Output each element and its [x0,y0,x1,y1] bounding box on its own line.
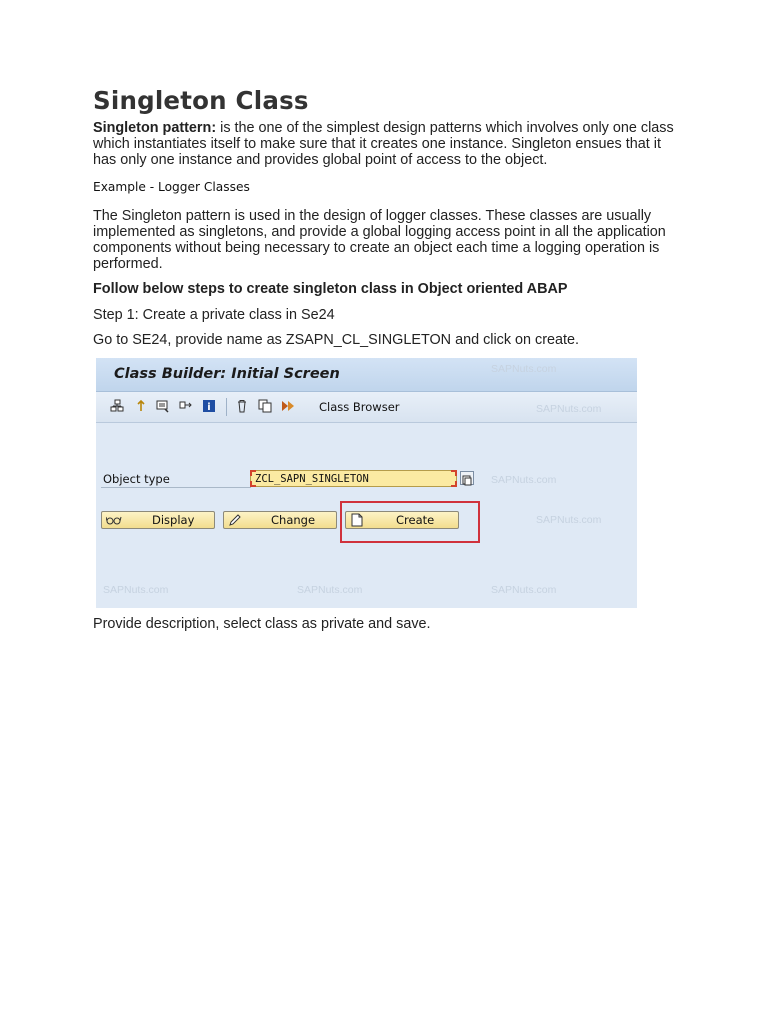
steps-heading: Follow below steps to create singleton class in Object oriented ABAP [93,281,568,298]
required-marker [451,481,457,487]
object-type-input[interactable] [250,470,457,487]
intro-paragraph [93,120,678,169]
watermark: SAPNuts.com [103,584,169,596]
change-button[interactable] [223,511,337,529]
where-used-icon[interactable] [179,399,193,413]
object-list-icon[interactable] [156,399,170,413]
svg-text:i: i [207,402,211,413]
required-marker [250,470,256,476]
label-underline [101,487,251,488]
pencil-icon [228,513,242,527]
sap-screen-title: Class Builder: Initial Screen [114,366,340,382]
watermark: SAPNuts.com [536,514,602,526]
sap-screenshot [96,358,637,608]
page-title: Singleton Class [93,86,309,115]
required-marker [451,470,457,476]
delete-icon[interactable] [235,399,249,413]
display-label: Display [152,513,195,527]
create-label: Create [396,513,435,527]
example-heading: Example - Logger Classes [93,179,250,194]
glasses-icon [106,513,122,527]
info-icon[interactable] [134,399,148,413]
goto-instruction: Go to SE24, provide name as ZSAPN_CL_SINGLETON and click on create. [93,331,580,348]
toolbar-separator [226,398,227,416]
watermark: SAPNuts.com [297,584,363,596]
article [93,86,678,348]
hierarchy-icon[interactable] [110,399,124,413]
watermark: SAPNuts.com [491,474,557,486]
value-help-icon [461,475,473,487]
required-marker [250,481,256,487]
watermark: SAPNuts.com [536,403,602,415]
logger-paragraph: The Singleton pattern is used in the design of logger classes. These classes are usually implemented as singletons, and provide a global logging access point in all the application components without being necessary to create an object each time a logging operation is performed. [93,207,666,273]
test-icon[interactable] [281,399,295,413]
watermark: SAPNuts.com [491,584,557,596]
change-label: Change [271,513,316,527]
display-button[interactable] [101,511,215,529]
step-1-text: Step 1: Create a private class in Se24 [93,306,335,323]
object-type-value: ZCL_SAPN_SINGLETON [255,473,369,485]
after-image-text: Provide description, select class as private and save. [93,616,431,632]
create-highlight-box [340,501,480,543]
watermark: SAPNuts.com [491,363,557,375]
intro-text: is the one of the simplest design patterns which involves only one class which instantiates itself to make sure that it creates one instance. Singleton ensues that it has only one instance and provides global point of access to the object. [93,120,674,169]
object-type-label: Object type [103,472,170,486]
class-browser-button[interactable]: Class Browser [319,400,400,414]
intro-term: Singleton pattern: [93,120,217,136]
info-box-icon[interactable] [202,399,216,413]
value-help-button[interactable] [460,471,474,485]
copy-icon[interactable] [258,399,272,413]
